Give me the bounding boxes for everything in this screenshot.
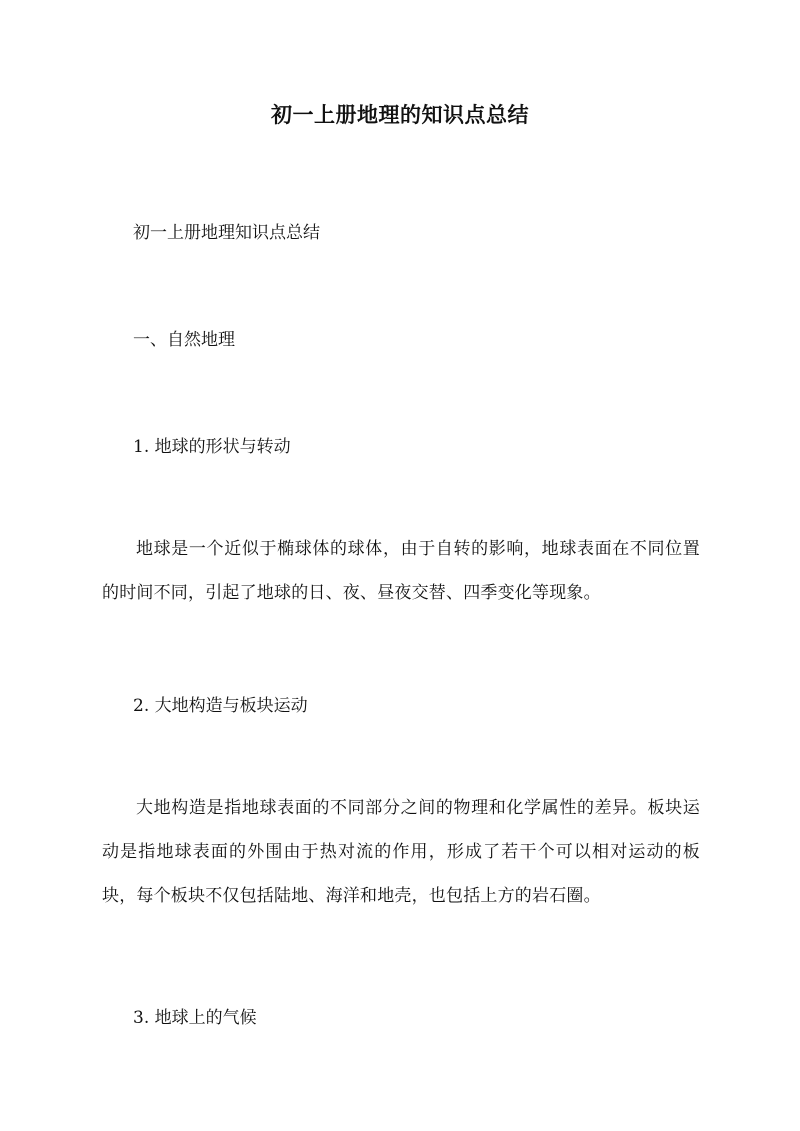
item-heading-climate: 3. 地球上的气候 bbox=[133, 1008, 257, 1028]
section-heading-natural-geography: 一、自然地理 bbox=[133, 330, 235, 350]
subtitle: 初一上册地理知识点总结 bbox=[133, 223, 320, 243]
page-title: 初一上册地理的知识点总结 bbox=[271, 102, 529, 127]
paragraph-earth-shape: 地球是一个近似于椭球体的球体，由于自转的影响，地球表面在不同位置的时间不同，引起了地球的日、夜、昼夜交替、四季变化等现象。 bbox=[102, 539, 700, 603]
item-heading-plate-tectonics: 2. 大地构造与板块运动 bbox=[133, 696, 308, 716]
item-heading-earth-shape: 1. 地球的形状与转动 bbox=[133, 437, 291, 457]
paragraph-plate-tectonics: 大地构造是指地球表面的不同部分之间的物理和化学属性的差异。板块运动是指地球表面的外围由于热对流的作用，形成了若干个可以相对运动的板块，每个板块不仅包括陆地、海洋和地壳，也包括上方的岩石圈。 bbox=[102, 798, 700, 906]
